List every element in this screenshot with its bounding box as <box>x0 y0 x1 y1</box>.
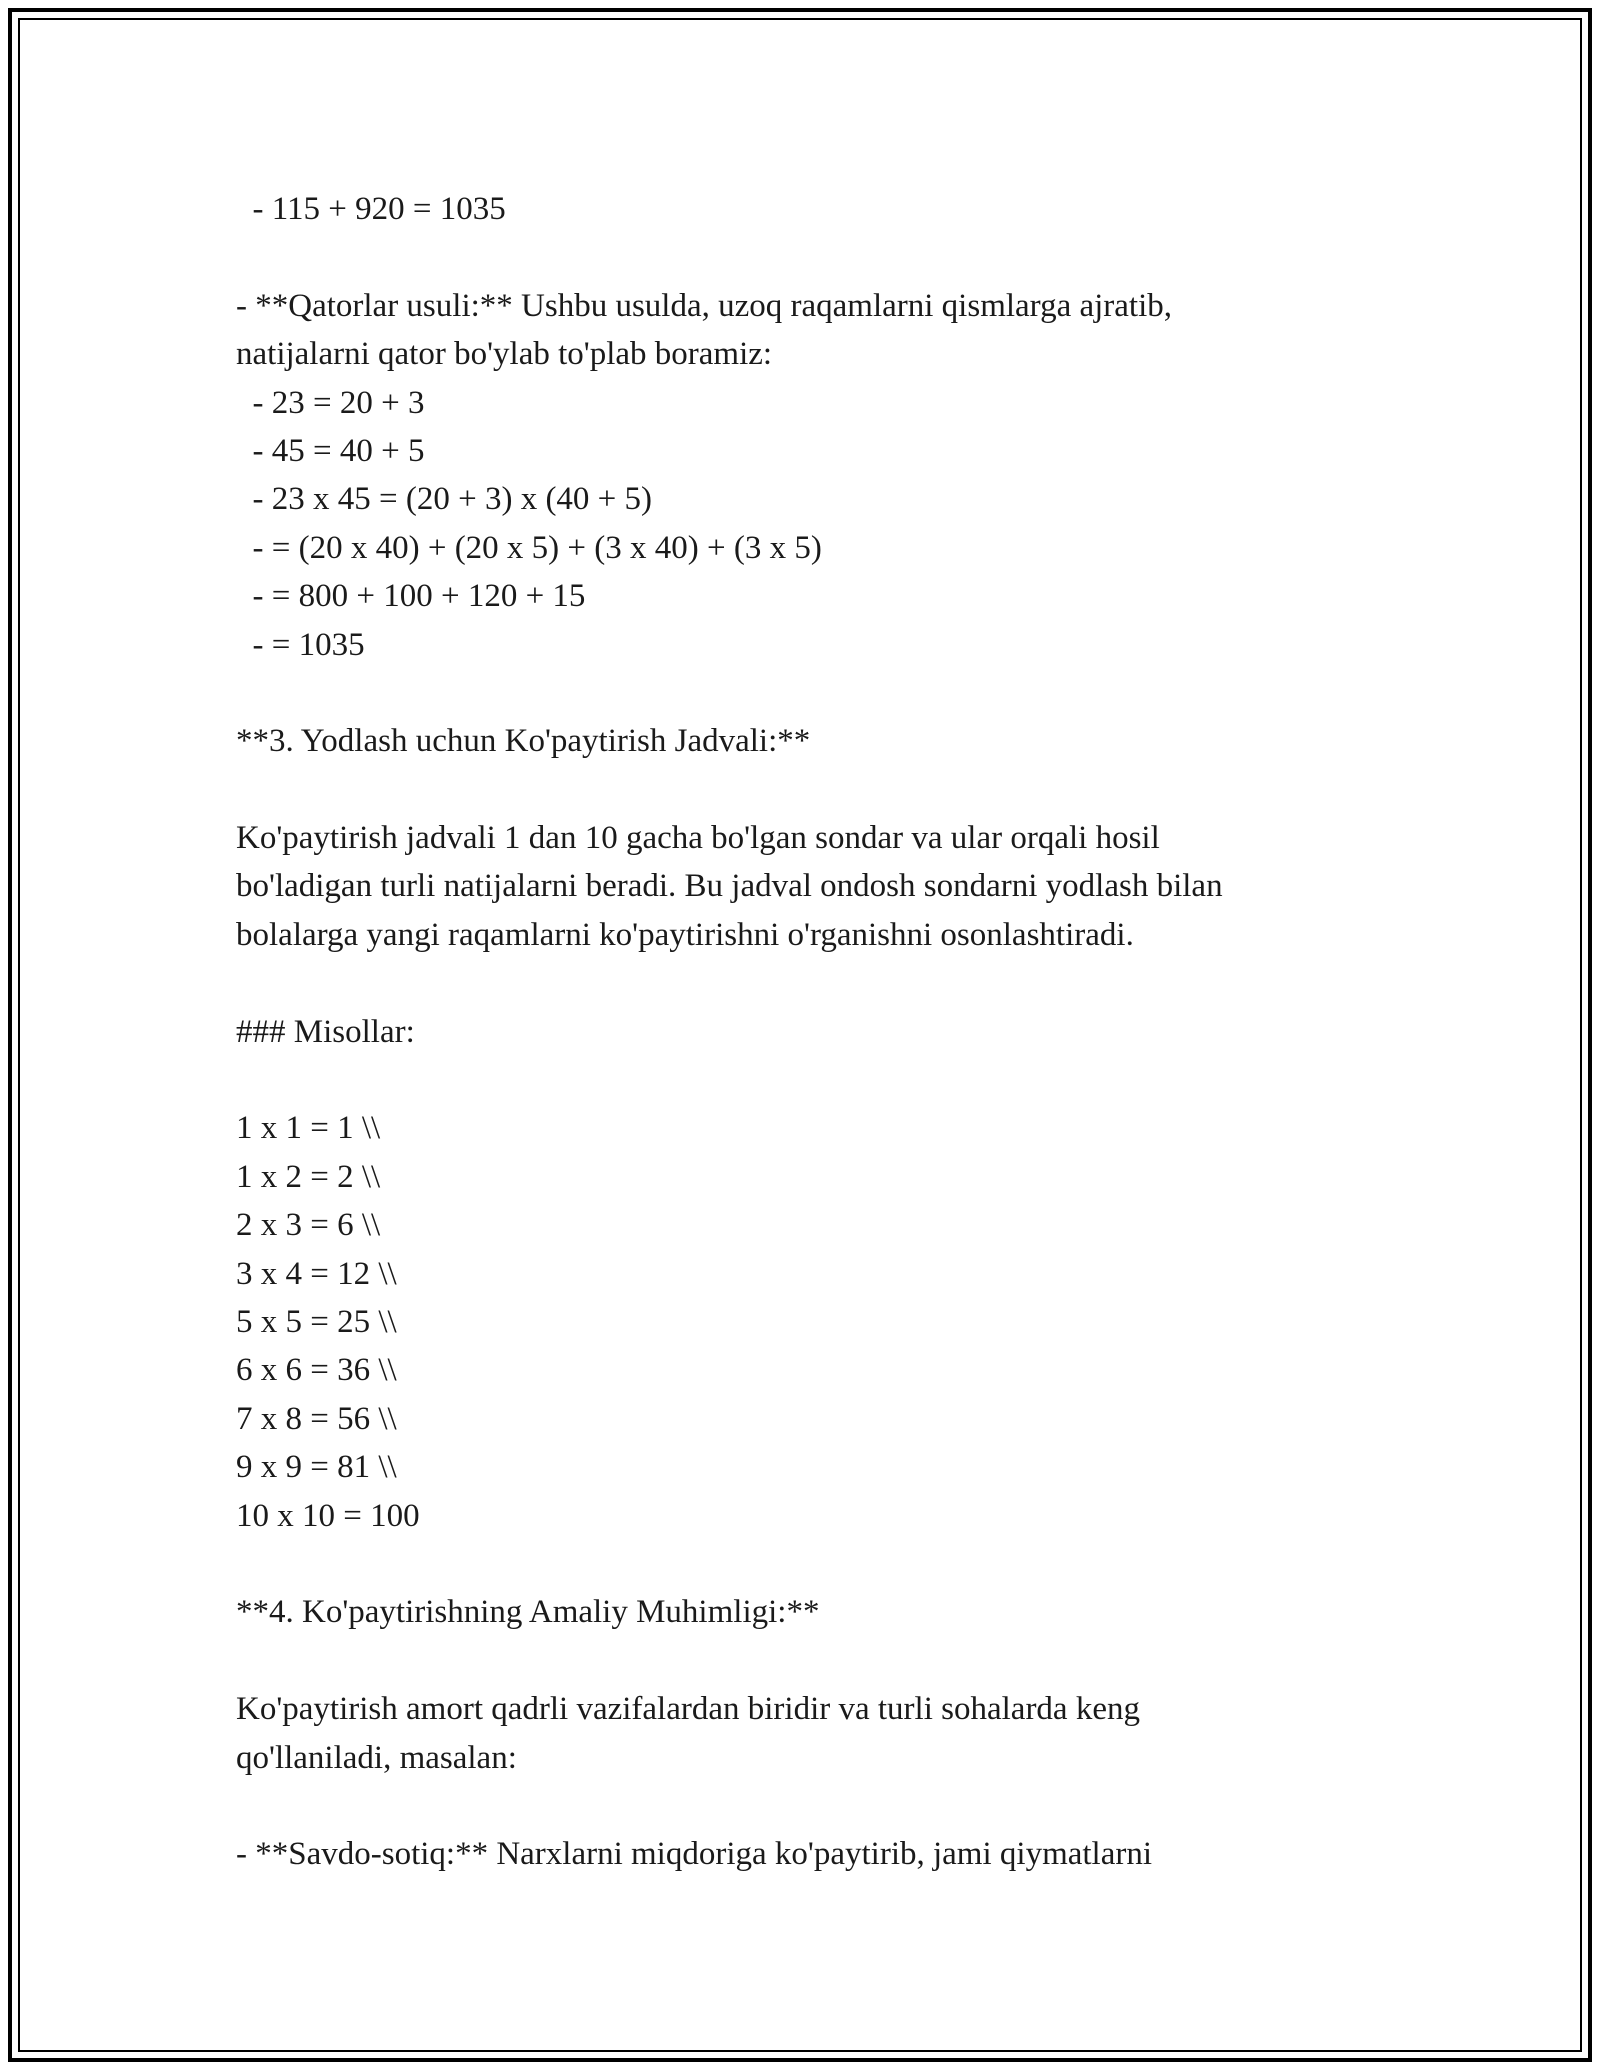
example-line: 1 x 2 = 2 \\ <box>236 1158 381 1195</box>
text-line: - = 800 + 100 + 120 + 15 <box>236 578 586 615</box>
example-line: 10 x 10 = 100 <box>236 1497 420 1534</box>
blank-line <box>236 669 1416 717</box>
blank-line <box>236 1540 1416 1588</box>
text-line: - **Qatorlar usuli:** Ushbu usulda, uzoq raqamlarni qismlarga ajratib, <box>236 287 1173 324</box>
example-line: 5 x 5 = 25 \\ <box>236 1303 397 1340</box>
text-line: Ko'paytirish amort qadrli vazifalardan biridir va turli sohalarda keng <box>236 1691 1140 1728</box>
example-line: 2 x 3 = 6 \\ <box>236 1207 381 1244</box>
blank-line <box>236 1637 1416 1685</box>
text-line: Ko'paytirish jadvali 1 dan 10 gacha bo'lgan sondar va ular orqali hosil <box>236 820 1160 857</box>
text-line: - 45 = 40 + 5 <box>236 432 425 469</box>
example-line: 3 x 4 = 12 \\ <box>236 1255 397 1292</box>
example-line: 1 x 1 = 1 \\ <box>236 1110 381 1147</box>
text-line: - = (20 x 40) + (20 x 5) + (3 x 40) + (3 x 5) <box>236 529 822 566</box>
text-line: - **Savdo-sotiq:** Narxlarni miqdoriga ko'paytirib, jami qiymatlarni <box>236 1836 1153 1873</box>
text-line: bolalarga yangi raqamlarni ko'paytirishni o'rganishni osonlashtiradi. <box>236 916 1134 953</box>
blank-line <box>236 233 1416 281</box>
example-line: 6 x 6 = 36 \\ <box>236 1352 397 1389</box>
example-line: 7 x 8 = 56 \\ <box>236 1400 397 1437</box>
text-line: - 115 + 920 = 1035 <box>236 191 506 227</box>
blank-line <box>236 1782 1416 1830</box>
blank-line <box>236 959 1416 1007</box>
text-line: natijalarni qator bo'ylab to'plab boramiz: <box>236 336 773 373</box>
subsection-heading: ### Misollar: <box>236 1013 415 1050</box>
text-line: - 23 = 20 + 3 <box>236 384 425 421</box>
text-line: bo'ladigan turli natijalarni beradi. Bu jadval ondosh sondarni yodlash bilan <box>236 868 1223 905</box>
blank-line <box>236 766 1416 814</box>
text-line: qo'llaniladi, masalan: <box>236 1739 517 1776</box>
blank-line <box>236 1056 1416 1104</box>
section-heading: **3. Yodlash uchun Ko'paytirish Jadvali:** <box>236 723 811 760</box>
section-heading: **4. Ko'paytirishning Amaliy Muhimligi:** <box>236 1594 820 1631</box>
document-body <box>236 185 1416 1879</box>
example-line: 9 x 9 = 81 \\ <box>236 1449 397 1486</box>
text-line: - = 1035 <box>236 626 365 663</box>
text-line: - 23 x 45 = (20 + 3) x (40 + 5) <box>236 481 653 518</box>
